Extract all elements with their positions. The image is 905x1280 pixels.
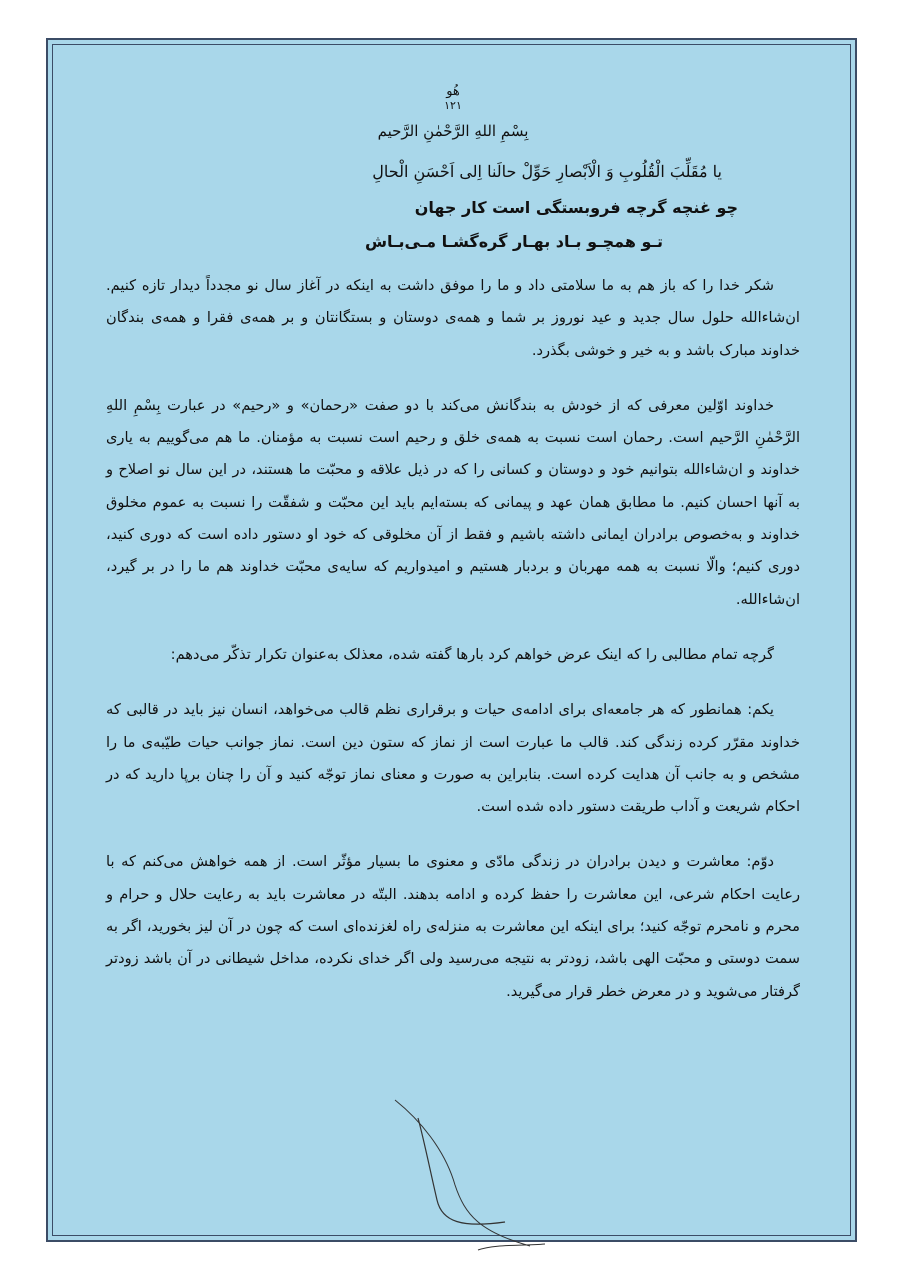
paragraph-4: یکم: همانطور که هر جامعه‌ای برای ادامه‌ی حیات و برقراری نظم قالب می‌خواهد، انسان نیز باید در قالبی که خداوند مقرّر کرده زندگی کند. قالب ما عبارت است از نماز که ستون دین است. نماز جوانب حیات طیّبه‌ی ما را مشخص و به جانب آن هدایت کرده است. بنابراین به صورت و معنای نماز توجّه کنید و آن را چنان برپا دارید که در احکام شریعت و آداب طریقت دستور داده شده است. [106, 701, 800, 816]
page-number: ۱۲۱ [444, 99, 462, 112]
paragraph-1: شکر خدا را که باز هم به ما سلامتی داد و ما را موفق داشت به اینکه در آغاز سال نو مجدداً دیدار تازه کنیم. ان‌شاءالله حلول سال جدید و عید نوروز بر شما و همه‌ی دوستان و بستگانتان و بر همه‌ی فقرا و همه‌ی بندگان خداوند مبارک باشد و به خیر و خوشی بگذرد. [106, 277, 800, 359]
header-mark: هُو [446, 84, 460, 99]
signature-stroke-3 [478, 1244, 545, 1250]
signature-stroke-1 [418, 1118, 505, 1224]
prayer-line: یا مُقَلِّبَ الْقُلُوبِ وَ الْاَبْصارِ حَوِّلْ حالَنا اِلی اَحْسَنِ الْحالِ [372, 162, 722, 181]
poem-line-2: تـو همچـو بـاد بهـار گره‌گشـا مـی‌بـاش [364, 232, 663, 251]
paragraph-3: گرچه تمام مطالبی را که اینک عرض خواهم کرد بارها گفته شده، معذلک به‌عنوان تکرار تذکّر می‌دهم: [170, 645, 774, 663]
signature-stroke-2 [395, 1100, 530, 1246]
basmala: بِسْمِ اللهِ الرَّحْمٰنِ الرَّحیم [377, 122, 529, 140]
paragraph-5: دوّم: معاشرت و دیدن برادران در زندگی مادّی و معنوی ما بسیار مؤثّر است. از همه خواهش می‌کنم که با رعایت احکام شرعی، این معاشرت را حفظ کرده و ادامه بدهند. البتّه در معاشرت باید به رعایت حلال و حرام و محرم و نامحرم توجّه کنید؛ برای اینکه این معاشرت به منزله‌ی راه لغزنده‌ای است که چون در آن لیز بخورید، اگر به سمت دوستی و محبّت الهی باشد، زودتر به نتیجه می‌رسید ولی اگر خدای نکرده، مداخل شیطانی در آن باشد زودتر گرفتار می‌شوید و در معرض خطر قرار می‌گیرید. [106, 853, 800, 1000]
poem-line-1: چو غنچه گرچه فروبستگی است کار جهان [414, 198, 738, 217]
paragraph-2: خداوند اوّلین معرفی که از خودش به بندگانش می‌کند با دو صفت «رحمان» و «رحیم» در عبارت بِسْمِ اللهِ الرَّحْمٰنِ الرَّحیم است. رحمان است نسبت به همه‌ی خلق و رحیم است نسبت به مؤمنان. ما هم می‌گوییم به یاری خداوند و ان‌شاءالله بتوانیم خود و دوستان و کسانی را که در ذیل علاقه و محبّت ما هستند، در این سال نو اصلاح و به آنها احسان کنیم. ما مطابق همان عهد و پیمانی که بسته‌ایم باید این محبّت و شفقّت را نسبت به عموم مخلوق خداوند و به‌خصوص برادران ایمانی داشته باشیم و فقط از آن مخلوقی که خود او دستور داده است که دوری کنید، دوری کنیم؛ والّا نسبت به همه مهربان و بردبار هستیم و امیدواریم که سایه‌ی محبّت خداوند هم ما را در بر گیرد، ان‌شاءالله. [106, 396, 800, 608]
